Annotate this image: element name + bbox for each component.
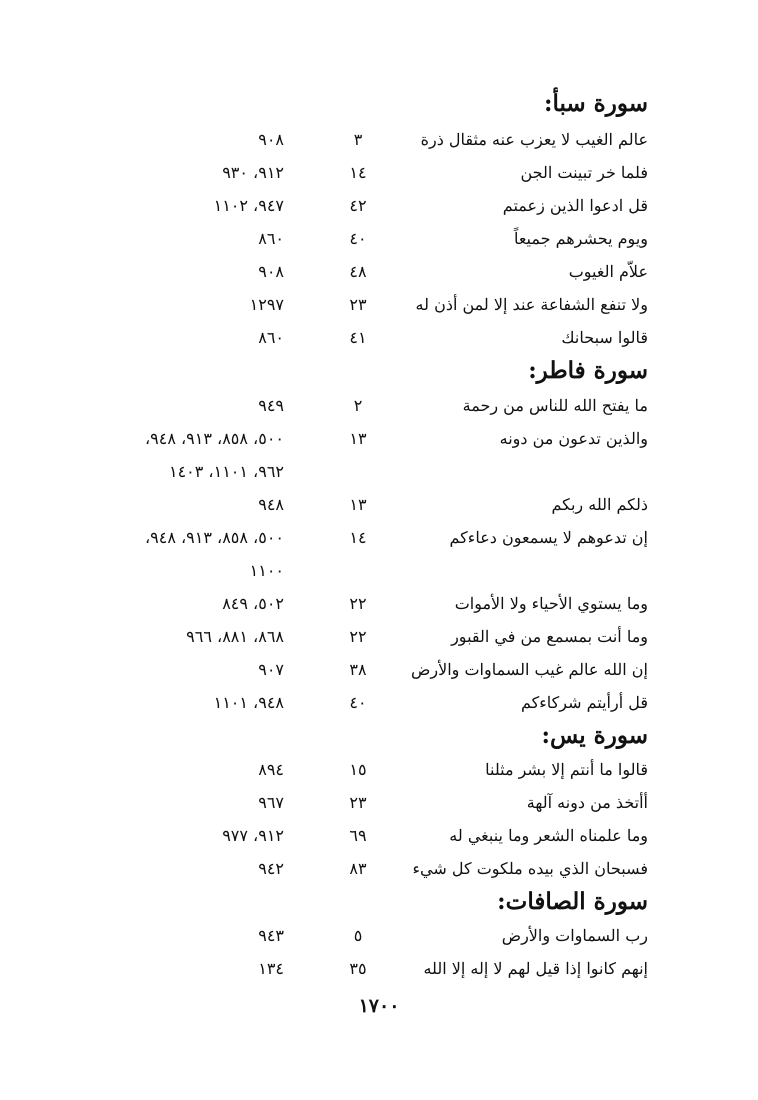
surah-heading: سورة يس: [541,722,648,749]
page-references: ٩٦٧ [258,793,284,812]
verse-text: ما يفتح الله للناس من رحمة [462,396,648,415]
verse-text: أأتخذ من دونه آلهة [526,793,648,812]
index-row-continuation [0,555,758,587]
ayah-number: ٨٣ [349,859,367,878]
surah-heading-yasin [0,720,758,752]
verse-text: ويوم يحشرهم جميعاً [513,229,648,248]
page-references: ٥٠٢، ٨٤٩ [222,594,284,613]
page-references-continued: ٩٦٢، ١١٠١، ١٤٠٣ [168,462,284,481]
page-references: ٩٤٨، ١١٠١ [213,693,284,712]
page-references: ٨٦٠ [258,328,284,347]
page-references-continued: ١١٠٠ [249,561,284,580]
verse-text: إنهم كانوا إذا قيل لهم لا إله إلا الله [423,959,648,978]
ayah-number: ٢٢ [349,627,367,646]
verse-text: قل ادعوا الذين زعمتم [502,196,648,215]
ayah-number: ٣٨ [349,660,367,679]
surah-heading: سورة الصافات: [497,888,648,915]
page-references: ٩٤٩ [258,396,284,415]
index-row [0,654,758,686]
index-row [0,787,758,819]
ayah-number: ١٤ [349,163,367,182]
page-references: ٨٦٨، ٨٨١، ٩٦٦ [186,627,284,646]
index-row [0,390,758,422]
ayah-number: ٣٥ [349,959,367,978]
index-row [0,853,758,885]
ayah-number: ٤٢ [349,196,367,215]
page-references: ٩٠٨ [258,262,284,281]
ayah-number: ٤٠ [349,693,367,712]
page-references: ١٢٩٧ [249,295,284,314]
verse-text: إن تدعوهم لا يسمعون دعاءكم [449,528,648,547]
index-row [0,687,758,719]
page-references: ٩١٢، ٩٣٠ [222,163,284,182]
verse-text: علاّم الغيوب [568,262,648,281]
surah-heading-saba [0,88,758,120]
index-row [0,588,758,620]
ayah-number: ٤٨ [349,262,367,281]
verse-text: فلما خر تبينت الجن [520,163,648,182]
page-references: ٥٠٠، ٨٥٨، ٩١٣، ٩٤٨، [144,528,284,547]
verse-text: قالوا سبحانك [561,328,648,347]
page-references: ٩٤٧، ١١٠٢ [213,196,284,215]
surah-heading: سورة فاطر: [528,357,648,384]
ayah-number: ٤١ [349,328,367,347]
index-row [0,621,758,653]
index-row [0,223,758,255]
page-references: ٩٠٧ [258,660,284,679]
surah-heading-saffat [0,886,758,918]
ayah-number: ٤٠ [349,229,367,248]
index-row [0,920,758,952]
page-references: ٩٤٣ [258,926,284,945]
verse-text: وما أنت بمسمع من في القبور [451,627,648,646]
ayah-number: ١٤ [349,528,367,547]
index-row [0,157,758,189]
page-references: ٩٤٨ [258,495,284,514]
index-row [0,124,758,156]
index-row [0,522,758,554]
ayah-number: ١٥ [349,760,367,779]
surah-heading: سورة سبأ: [543,90,648,117]
ayah-number: ٢ [353,396,363,415]
ayah-number: ٥ [353,926,363,945]
page-references: ٩٠٨ [258,130,284,149]
ayah-number: ٢٢ [349,594,367,613]
page-references: ٨٦٠ [258,229,284,248]
index-row [0,820,758,852]
verse-text: ذلكم الله ربكم [551,495,648,514]
index-row [0,289,758,321]
index-row [0,423,758,455]
verse-text: إن الله عالم غيب السماوات والأرض [411,660,648,679]
index-row [0,489,758,521]
ayah-number: ٦٩ [349,826,367,845]
verse-text: عالم الغيب لا يعزب عنه مثقال ذرة [420,130,648,149]
index-row [0,754,758,786]
page-number: ١٧٠٠ [358,995,400,1017]
ayah-number: ٣ [353,130,363,149]
index-row [0,953,758,985]
index-row-continuation [0,456,758,488]
verse-text: ولا تنفع الشفاعة عند إلا لمن أذن له [415,295,648,314]
ayah-number: ٢٣ [349,793,367,812]
verse-text: وما يستوي الأحياء ولا الأموات [454,594,648,613]
verse-text: قالوا ما أنتم إلا بشر مثلنا [485,760,648,779]
verse-text: فسبحان الذي بيده ملكوت كل شيء [412,859,648,878]
ayah-number: ١٣ [349,429,367,448]
verse-text: قل أرأيتم شركاءكم [521,693,648,712]
page-references: ١٣٤ [258,959,284,978]
index-row [0,190,758,222]
page-references: ٩٤٢ [258,859,284,878]
ayah-number: ٢٣ [349,295,367,314]
page-references: ٨٩٤ [258,760,284,779]
page-references: ٩١٢، ٩٧٧ [222,826,284,845]
verse-text: والذين تدعون من دونه [499,429,648,448]
surah-heading-fatir [0,355,758,387]
ayah-number: ١٣ [349,495,367,514]
verse-text: رب السماوات والأرض [501,926,648,945]
page-references: ٥٠٠، ٨٥٨، ٩١٣، ٩٤٨، [144,429,284,448]
verse-text: وما علمناه الشعر وما ينبغي له [449,826,648,845]
index-row [0,322,758,354]
index-row [0,256,758,288]
